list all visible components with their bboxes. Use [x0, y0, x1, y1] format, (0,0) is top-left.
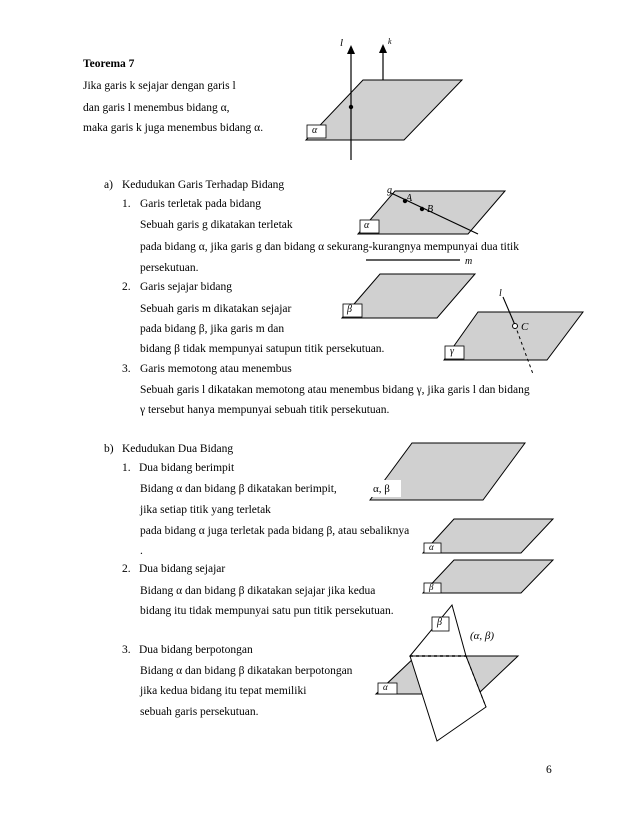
- label-gamma: γ: [450, 346, 454, 357]
- item-text: Sebuah garis l dikatakan memotong atau menembus bidang γ, jika garis l dan bidang: [140, 384, 530, 396]
- item-text: pada bidang α, jika garis g dan bidang α sekurang-kurangnya mempunyai dua titik: [140, 241, 519, 253]
- item-title: Garis memotong atau menembus: [140, 363, 292, 375]
- section-a-heading: Kedudukan Garis Terhadap Bidang: [122, 179, 285, 191]
- item-number: 1.: [122, 198, 131, 210]
- label-k: k: [388, 37, 392, 46]
- item-number: 3.: [122, 363, 131, 375]
- item-text: Bidang α dan bidang β dikatakan sejajar jika kedua: [140, 585, 376, 597]
- item-number: 3.: [122, 644, 131, 656]
- label-beta: β: [347, 304, 352, 315]
- item-text: persekutuan.: [140, 262, 199, 274]
- item-text: pada bidang β, jika garis m dan: [140, 323, 285, 335]
- item-text: bidang itu tidak mempunyai satu pun titik persekutuan.: [140, 605, 394, 617]
- item-text: jika kedua bidang itu tepat memiliki: [140, 685, 307, 697]
- label-m: m: [465, 256, 473, 267]
- section-b-heading: Kedudukan Dua Bidang: [122, 443, 234, 455]
- label-g: g: [387, 185, 392, 196]
- label-alpha: α: [383, 682, 388, 692]
- label-alpha: α: [429, 542, 434, 552]
- label-c: C: [521, 321, 529, 333]
- item-text: bidang β tidak mempunyai satupun titik persekutuan.: [140, 343, 385, 355]
- item-text: sebuah garis persekutuan.: [140, 706, 259, 718]
- theorem-line: dan garis l menembus bidang α,: [83, 102, 230, 114]
- label-l: l: [340, 37, 344, 49]
- item-text: jika setiap titik yang terletak: [140, 504, 271, 516]
- label-alpha-beta: α, β: [373, 483, 390, 495]
- item-number: 2.: [122, 563, 131, 575]
- label-alpha: α: [364, 220, 370, 231]
- item-text: pada bidang α juga terletak pada bidang β, atau sebaliknya: [140, 525, 410, 537]
- label-beta: β: [437, 617, 442, 628]
- theorem-line: maka garis k juga menembus bidang α.: [83, 122, 264, 134]
- theorem-title: Teorema 7: [83, 58, 135, 70]
- item-number: 1.: [122, 462, 131, 474]
- item-text: Bidang α dan bidang β dikatakan berpotongan: [140, 665, 353, 677]
- item-text: Sebuah garis m dikatakan sejajar: [140, 303, 292, 315]
- section-a-marker: a): [104, 179, 113, 191]
- label-b: B: [427, 204, 434, 215]
- label-l: l: [499, 288, 502, 299]
- item-text: γ tersebut hanya mempunyai sebuah titik persekutuan.: [140, 404, 390, 416]
- theorem-line: Jika garis k sejajar dengan garis l: [83, 80, 236, 92]
- item-number: 2.: [122, 281, 131, 293]
- item-title: Dua bidang sejajar: [139, 563, 226, 575]
- page-number: 6: [546, 764, 552, 776]
- item-title: Dua bidang berpotongan: [139, 644, 253, 656]
- section-b-marker: b): [104, 443, 114, 455]
- label-alpha-beta: (α, β): [470, 630, 495, 642]
- item-text: Sebuah garis g dikatakan terletak: [140, 219, 293, 231]
- item-title: Dua bidang berimpit: [139, 462, 235, 474]
- item-title: Garis terletak pada bidang: [140, 198, 262, 210]
- item-title: Garis sejajar bidang: [140, 281, 232, 293]
- label-alpha: α: [312, 125, 318, 136]
- label-beta: β: [429, 582, 434, 592]
- item-text: .: [140, 545, 143, 557]
- label-a: A: [406, 193, 413, 204]
- item-text: Bidang α dan bidang β dikatakan berimpit,: [140, 483, 337, 495]
